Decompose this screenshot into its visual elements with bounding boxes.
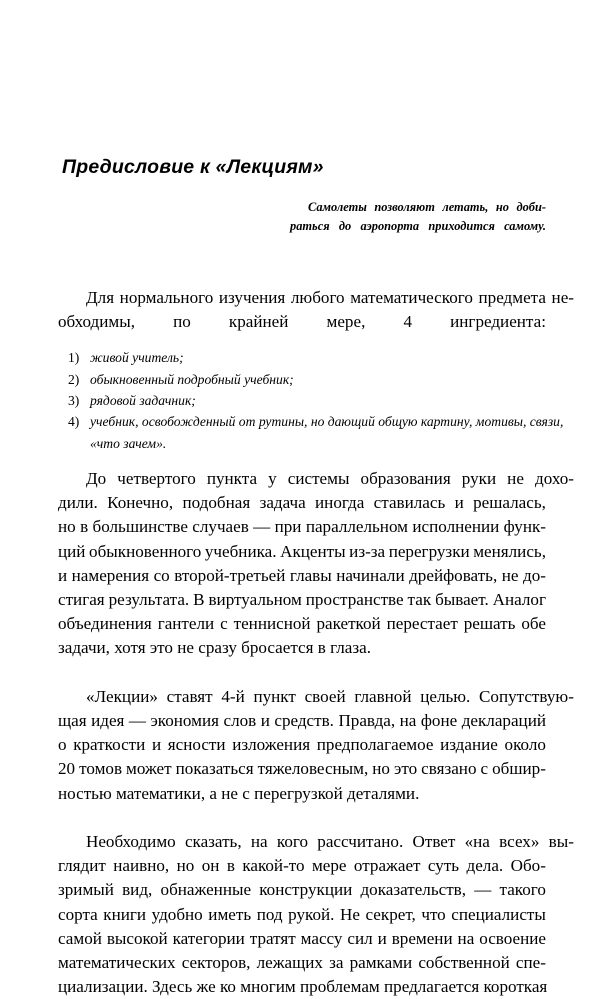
text-line: зримый вид, обнаженные конструкции доказательств, — такого [58, 880, 546, 900]
list-item [58, 390, 546, 411]
text-line: глядит наивно, но он в какой-то мере отражает суть дела. Обо- [58, 856, 546, 876]
text-line: самой высокой категории тратят массу сил и времени на освоение [58, 928, 546, 948]
text-line: «Лекции» ставят 4-й пункт своей главной целью. Сопутствую- [86, 686, 574, 706]
text-line: щая идея — экономия слов и средств. Правда, на фоне деклараций [58, 710, 546, 730]
list-item-text: рядовой задачник; [90, 393, 196, 408]
text-line: задачи, хотя это не сразу бросается в глаза. [58, 638, 371, 658]
body-text-column [58, 286, 574, 999]
list-item-text-cont: «что зачем». [90, 435, 167, 451]
text-line: Для нормального изучения любого математического предмета не- [86, 288, 574, 307]
page-title: Предисловие к «Лекциям» [62, 156, 324, 179]
text-line: 20 томов может показаться тяжеловесным, но это связано с обшир- [58, 759, 546, 779]
text-line: стигая результата. В виртуальном пространстве так бывает. Аналог [58, 589, 546, 609]
spacer [58, 806, 546, 830]
epigraph-line-2: раться до аэропорта приходится самому. [290, 219, 546, 233]
spacer [58, 334, 546, 347]
text-line: обходимы, по крайней мере, 4 ингредиента: [58, 312, 546, 332]
list-item-text: учебник, освобожденный от рутины, но дающий общую картину, мотивы, связи, [90, 414, 564, 430]
text-line: циализации. Здесь же ко многим проблемам предлагается короткая [58, 977, 548, 997]
ingredients-list [58, 347, 564, 453]
text-line: объединения гантели с теннисной ракеткой перестает решать обе [58, 614, 546, 634]
text-line: сорта книги удобно иметь под рукой. Не секрет, что специалисты [58, 904, 546, 924]
spacer [58, 454, 546, 467]
spacer [58, 661, 546, 685]
text-line: и намерения со второй-третьей главы начинали дрейфовать, не до- [58, 565, 546, 585]
paragraph-lectures-goal [58, 685, 574, 806]
text-line: Необходимо сказать, на кого рассчитано. Ответ «на всех» вы- [86, 831, 574, 851]
text-line: математических секторов, лежащих за рамками собственной спе- [58, 952, 546, 972]
paragraph-fourth-point [58, 467, 574, 661]
epigraph [290, 198, 546, 236]
list-marker: 2) [68, 371, 80, 387]
text-line: ностью математики, а не с перегрузкой деталями. [58, 783, 420, 803]
list-marker: 4) [68, 414, 80, 430]
epigraph-line-1: Самолеты позволяют летать, но доби- [308, 200, 546, 214]
text-line: До четвертого пункта у системы образования руки не дохо- [86, 468, 574, 488]
list-marker: 1) [68, 350, 80, 366]
list-item [58, 347, 546, 368]
list-marker: 3) [68, 393, 80, 408]
paragraph-audience [58, 830, 574, 999]
text-line: ций обыкновенного учебника. Акценты из-за перегрузки менялись, [58, 541, 546, 561]
intro-paragraph [58, 286, 574, 334]
list-item [58, 369, 546, 390]
list-item-text: живой учитель; [90, 350, 184, 366]
text-line: но в большинстве случаев — при параллельном исполнении функ- [58, 517, 546, 537]
text-line: о краткости и ясности изложения предполагаемое издание около [58, 735, 546, 755]
list-item [58, 411, 564, 454]
list-item-text: обыкновенный подробный учебник; [90, 371, 294, 387]
text-line: дили. Конечно, подобная задача иногда ставилась и решалась, [58, 493, 546, 513]
